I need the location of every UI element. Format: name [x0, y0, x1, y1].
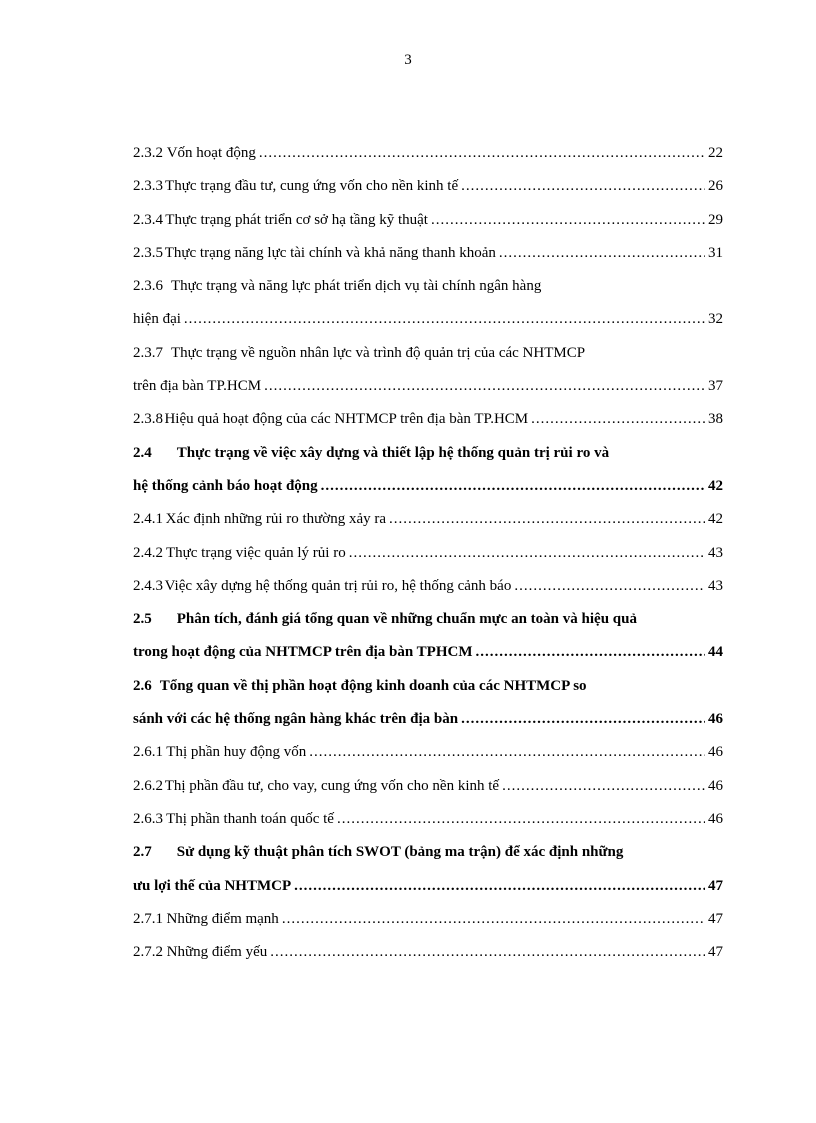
toc-entry-number: 2.3.6 [133, 278, 163, 295]
toc-entry-number: 2.3.3 [133, 178, 163, 195]
toc-entry-title: Thực trạng về nguồn nhân lực và trình độ quản trị của các NHTMCP [171, 344, 586, 361]
toc-entry-page: 46 [708, 810, 723, 827]
dot-leader [321, 470, 705, 503]
toc-entry-page: 46 [708, 777, 723, 794]
toc-entry-first-line[interactable] [133, 270, 723, 303]
toc-entry-number: 2.4.1 [133, 511, 163, 528]
toc-entry-number: 2.3.2 [133, 145, 163, 161]
toc-entry-page: 38 [708, 411, 723, 428]
toc-entry-continuation[interactable] [133, 303, 723, 336]
toc-entry-title: Thực trạng đầu tư, cung ứng vốn cho nền kinh tế [165, 178, 459, 195]
toc-entry-title: Thị phần huy động vốn [166, 744, 307, 761]
toc-entry[interactable] [133, 570, 723, 603]
toc-entry[interactable] [133, 403, 723, 436]
toc-entry-page: 47 [708, 910, 723, 927]
toc-entry-title: Sử dụng kỹ thuật phân tích SWOT (bảng ma trận) để xác định những [176, 844, 624, 861]
toc-entry-first-line[interactable] [133, 337, 723, 370]
toc-entry[interactable] [133, 770, 723, 803]
toc-entry-title: Thực trạng năng lực tài chính và khả năng thanh khoản [164, 244, 496, 261]
dot-leader [294, 870, 705, 903]
toc-section-continuation[interactable] [133, 470, 723, 503]
toc-entry-number: 2.3.7 [133, 344, 163, 361]
toc-entry-title-continued: ưu lợi thế của NHTMCP [133, 877, 292, 894]
toc-entry-page: 43 [708, 577, 723, 594]
toc-entry-title: Thị phần đầu tư, cho vay, cung ứng vốn cho nền kinh tế [164, 777, 500, 794]
toc-entry-page: 32 [708, 311, 723, 328]
toc-entry-number: 2.6 [133, 677, 152, 694]
toc-entry[interactable] [133, 537, 723, 570]
toc-entry[interactable] [133, 936, 723, 969]
toc-section-continuation[interactable] [133, 870, 723, 903]
toc-entry-title: Vốn hoạt động [166, 145, 256, 161]
toc-entry[interactable] [133, 170, 723, 203]
toc-entry-number: 2.6.2 [133, 777, 163, 794]
toc-entry-title: Thực trạng việc quản lý rủi ro [165, 544, 346, 561]
toc-entry[interactable] [133, 903, 723, 936]
toc-entry-title-continued: hệ thống cảnh báo hoạt động [133, 477, 318, 494]
toc-entry-title: Việc xây dựng hệ thống quản trị rủi ro, hệ thống cảnh báo [164, 577, 512, 594]
toc-entry-title: Thực trạng về việc xây dựng và thiết lập hệ thống quản trị rủi ro và [176, 444, 610, 461]
toc-entry-number: 2.6.1 [133, 744, 163, 761]
dot-leader [264, 370, 705, 403]
toc-entry-title: Tổng quan về thị phần hoạt động kinh doanh của các NHTMCP so [159, 677, 587, 694]
toc-entry-page: 26 [708, 178, 723, 195]
toc-entry-number: 2.7 [133, 844, 152, 861]
dot-leader [475, 636, 705, 669]
toc-entry-title: Những điểm mạnh [166, 910, 279, 927]
toc-entry-number: 2.3.4 [133, 211, 163, 228]
toc-entry-page: 29 [708, 211, 723, 228]
toc-entry-number: 2.3.8 [133, 411, 163, 428]
dot-leader [499, 237, 705, 270]
dot-leader [502, 770, 705, 803]
toc-entry[interactable] [133, 237, 723, 270]
dot-leader [309, 736, 705, 769]
dot-leader [259, 137, 705, 170]
toc-entry-number: 2.6.3 [133, 810, 163, 827]
toc-entry-page: 47 [708, 877, 723, 894]
toc-entry-title-continued: trong hoạt động của NHTMCP trên địa bàn TPHCM [133, 644, 473, 661]
toc-section-first-line[interactable] [133, 437, 723, 470]
toc-entry-page: 42 [708, 511, 723, 528]
toc-entry-page: 37 [708, 378, 723, 395]
dot-leader [282, 903, 705, 936]
dot-leader [349, 537, 705, 570]
toc-entry-title: Hiệu quả hoạt động của các NHTMCP trên địa bàn TP.HCM [164, 411, 529, 428]
dot-leader [337, 803, 705, 836]
toc-section-continuation[interactable] [133, 703, 723, 736]
toc-entry-page: 46 [708, 744, 723, 761]
dot-leader [461, 703, 705, 736]
toc-entry-number: 2.3.5 [133, 244, 163, 261]
toc-section-continuation[interactable] [133, 636, 723, 669]
toc-section-first-line[interactable] [133, 670, 723, 703]
dot-leader [431, 204, 705, 237]
toc-entry-title: Thị phần thanh toán quốc tế [166, 810, 334, 827]
toc-entry-number: 2.4.2 [133, 544, 163, 561]
toc-entry[interactable] [133, 137, 723, 170]
toc-entry-number: 2.7.1 [133, 910, 163, 927]
dot-leader [461, 170, 705, 203]
dot-leader [531, 403, 705, 436]
toc-entry-page: 47 [708, 944, 723, 961]
toc-entry-title: Phân tích, đánh giá tổng quan về những chuẩn mực an toàn và hiệu quả [176, 611, 637, 628]
toc-entry-number: 2.5 [133, 611, 152, 628]
page-number: 3 [404, 52, 412, 68]
toc-entry-title: Thực trạng và năng lực phát triển dịch vụ tài chính ngân hàng [171, 278, 542, 295]
toc-entry-page: 43 [708, 544, 723, 561]
toc-entry[interactable] [133, 803, 723, 836]
dot-leader [389, 503, 705, 536]
toc-entry-title: Thực trạng phát triển cơ sở hạ tầng kỹ thuật [165, 211, 428, 228]
dot-leader [514, 570, 705, 603]
toc-entry-page: 46 [708, 711, 723, 728]
dot-leader [270, 936, 705, 969]
toc-entry-number: 2.7.2 [133, 944, 163, 961]
toc-entry[interactable] [133, 204, 723, 237]
toc-section-first-line[interactable] [133, 836, 723, 869]
table-of-contents [133, 137, 723, 969]
toc-section-first-line[interactable] [133, 603, 723, 636]
toc-entry-page: 42 [708, 477, 723, 494]
toc-entry-title-continued: trên địa bàn TP.HCM [133, 378, 262, 395]
toc-entry-continuation[interactable] [133, 370, 723, 403]
toc-entry[interactable] [133, 503, 723, 536]
toc-entry-page: 22 [708, 145, 723, 161]
toc-entry-page: 44 [708, 644, 723, 661]
toc-entry-title: Xác định những rủi ro thường xảy ra [165, 511, 387, 528]
toc-entry-title: Những điểm yếu [166, 944, 268, 961]
toc-entry-number: 2.4 [133, 444, 152, 461]
toc-entry-page: 31 [708, 244, 723, 261]
toc-entry-title-continued: hiện đại [133, 311, 181, 328]
toc-entry-number: 2.4.3 [133, 577, 163, 594]
toc-entry-title-continued: sánh với các hệ thống ngân hàng khác trên địa bàn [133, 711, 459, 728]
toc-entry[interactable] [133, 736, 723, 769]
dot-leader [184, 303, 705, 336]
